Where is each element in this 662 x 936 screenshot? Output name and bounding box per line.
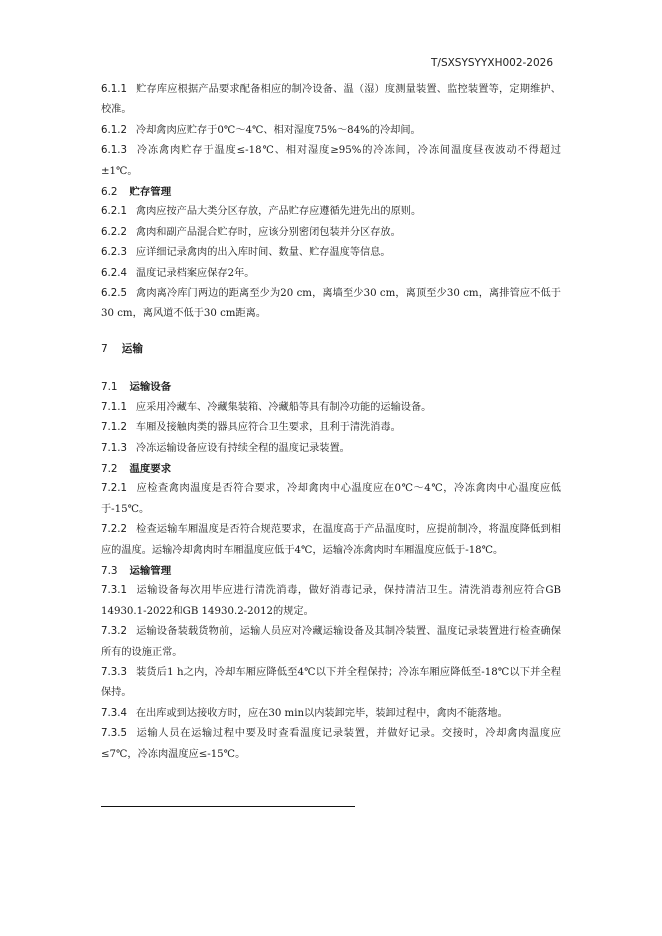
clause-7-1-3 xyxy=(101,439,561,459)
section-title: 运输设备 xyxy=(129,381,172,394)
clause-number: 7.3.5 xyxy=(101,728,127,740)
clause-number: 6.2.3 xyxy=(101,247,127,259)
clause-number: 6.1.3 xyxy=(101,145,127,157)
clause-7-2-1 xyxy=(101,479,561,520)
clause-number: 7.3.2 xyxy=(101,626,127,638)
clause-7-3-5 xyxy=(101,724,561,765)
section-heading-7-2 xyxy=(101,459,561,479)
section-heading-7-3 xyxy=(101,561,561,581)
clause-6-2-4 xyxy=(101,264,561,284)
clause-number: 7.3.3 xyxy=(101,666,127,678)
clause-number: 7.2.1 xyxy=(101,483,127,495)
end-rule-divider xyxy=(101,806,355,807)
clause-number: 6.2.2 xyxy=(101,226,127,238)
clause-7-1-1 xyxy=(101,398,561,418)
document-body xyxy=(101,80,561,765)
clause-7-2-2 xyxy=(101,520,561,561)
section-title: 贮存管理 xyxy=(129,186,172,199)
clause-6-2-1 xyxy=(101,202,561,222)
clause-7-3-2 xyxy=(101,622,561,663)
clause-text: 运输设备装载货物前，运输人员应对冷藏运输设备及其制冷装置、温度记录装置进行检查确保所有的设施正常。 xyxy=(101,626,561,658)
clause-6-2-5 xyxy=(101,284,561,325)
clause-7-3-4 xyxy=(101,704,561,724)
clause-7-3-3 xyxy=(101,663,561,704)
clause-number: 7.2.2 xyxy=(101,524,127,536)
clause-text: 车厢及接触肉类的器具应符合卫生要求，且利于清洗消毒。 xyxy=(135,422,401,434)
clause-text: 运输设备每次用毕应进行清洗消毒，做好消毒记录，保持清洁卫生。清洗消毒剂应符合GB 14930.1-2022和GB 14930.2-2012的规定。 xyxy=(101,585,561,617)
section-number: 7.3 xyxy=(101,564,118,577)
section-heading-7-1 xyxy=(101,377,561,397)
clause-number: 7.1.1 xyxy=(101,401,127,413)
clause-number: 7.1.3 xyxy=(101,442,127,454)
clause-text: 温度记录档案应保存2年。 xyxy=(135,267,255,279)
section-number: 7.1 xyxy=(101,381,118,394)
section-heading-6-2 xyxy=(101,182,561,202)
clause-text: 禽肉应按产品大类分区存放，产品贮存应遵循先进先出的原则。 xyxy=(135,206,422,218)
clause-6-1-3 xyxy=(101,141,561,182)
clause-number: 7.3.4 xyxy=(101,707,127,719)
clause-6-2-2 xyxy=(101,223,561,243)
clause-number: 6.2.1 xyxy=(101,206,127,218)
clause-text: 应检查禽肉温度是否符合要求，冷却禽肉中心温度应在0℃～4℃，冷冻禽肉中心温度应低于-15℃。 xyxy=(101,483,561,515)
clause-number: 6.1.1 xyxy=(101,84,127,95)
chapter-number: 7 xyxy=(101,342,108,355)
clause-6-1-2 xyxy=(101,121,561,141)
clause-number: 7.3.1 xyxy=(101,585,127,597)
clause-number: 6.2.5 xyxy=(101,288,127,300)
section-number: 6.2 xyxy=(101,186,118,199)
clause-text: 冷却禽肉应贮存于0℃～4℃、相对湿度75%～84%的冷却间。 xyxy=(135,124,421,136)
chapter-title: 运输 xyxy=(121,342,143,355)
section-title: 温度要求 xyxy=(129,462,172,475)
clause-6-2-3 xyxy=(101,243,561,263)
clause-text: 禽肉离冷库门两边的距离至少为20 cm，离墙至少30 cm，离顶至少30 cm，离排管应不低于30 cm，离风道不低于30 cm距离。 xyxy=(101,288,561,320)
document-code: T/SXSYSYYXH002-2026 xyxy=(431,57,554,69)
clause-number: 6.1.2 xyxy=(101,124,127,136)
clause-text: 应采用冷藏车、冷藏集装箱、冷藏船等具有制冷功能的运输设备。 xyxy=(135,401,432,413)
section-title: 运输管理 xyxy=(129,564,172,577)
clause-7-1-2 xyxy=(101,418,561,438)
clause-text: 在出库或到达接收方时，应在30 min以内装卸完毕，装卸过程中，禽肉不能落地。 xyxy=(135,707,508,719)
clause-number: 7.1.2 xyxy=(101,422,127,434)
clause-7-3-1 xyxy=(101,581,561,622)
clause-text: 禽肉和副产品混合贮存时，应该分别密闭包装并分区存放。 xyxy=(135,226,401,238)
clause-text: 贮存库应根据产品要求配备相应的制冷设备、温（湿）度测量装置、监控装置等，定期维护、校准。 xyxy=(101,84,561,116)
clause-text: 装货后1 h之内，冷却车厢应降低至4℃以下并全程保持；冷冻车厢应降低至-18℃以下并全程保持。 xyxy=(101,666,561,699)
clause-text: 冷冻禽肉贮存于温度≤-18℃、相对湿度≥95%的冷冻间，冷冻间温度昼夜波动不得超过±1℃。 xyxy=(101,145,561,177)
clause-text: 检查运输车厢温度是否符合规范要求，在温度高于产品温度时，应提前制冷，将温度降低到相应的温度。运输冷却禽肉时车厢温度应低于4℃，运输冷冻禽肉时车厢温度应低于-18℃。 xyxy=(101,524,561,556)
chapter-heading-7 xyxy=(101,339,561,359)
clause-text: 冷冻运输设备应设有持续全程的温度记录装置。 xyxy=(135,442,350,454)
section-number: 7.2 xyxy=(101,462,118,475)
clause-text: 运输人员在运输过程中要及时查看温度记录装置，并做好记录。交接时，冷却禽肉温度应≤7℃，冷冻肉温度应≤-15℃。 xyxy=(101,728,561,760)
clause-text: 应详细记录禽肉的出入库时间、数量、贮存温度等信息。 xyxy=(135,247,391,259)
clause-number: 6.2.4 xyxy=(101,267,127,279)
clause-6-1-1 xyxy=(101,80,561,121)
